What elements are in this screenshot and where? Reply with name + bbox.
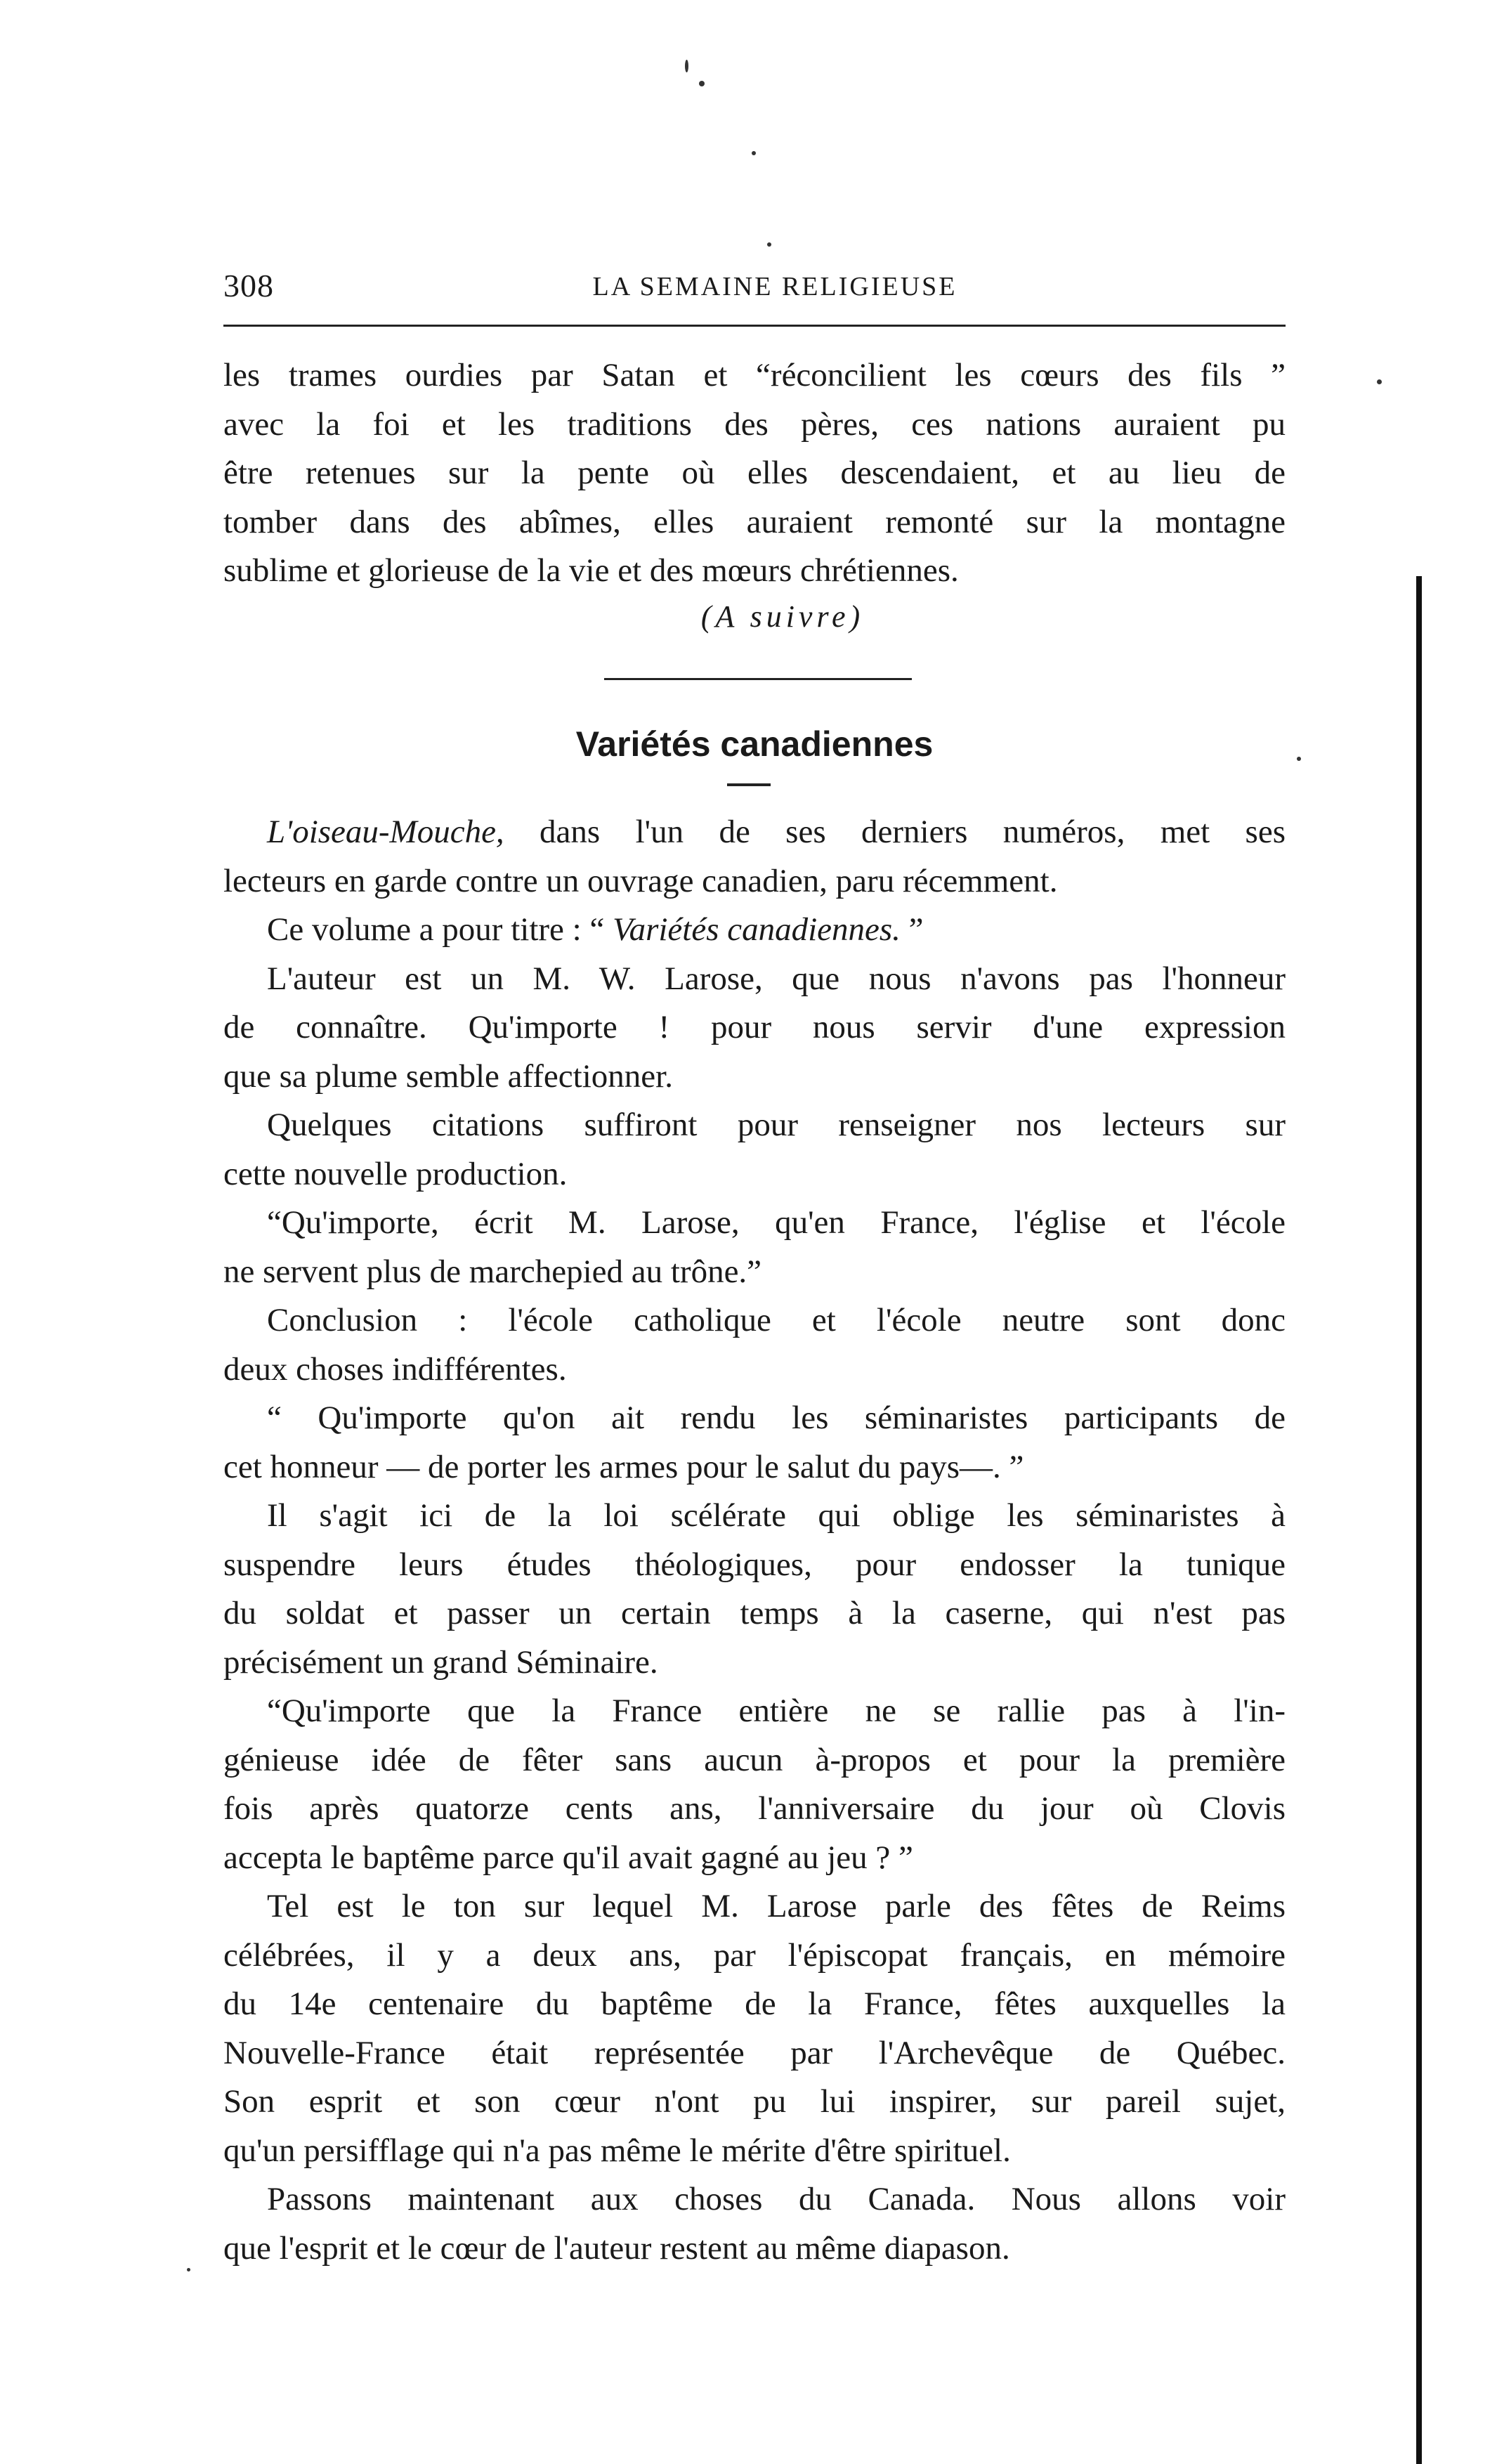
header-rule [223,325,1286,327]
book-title: Variétés canadiennes. [613,911,901,948]
text-line: sublime et glorieuse de la vie et des mœurs chrétiennes. [223,552,959,589]
text-line: que sa plume semble affectionner. [223,1057,673,1095]
text-line: “ Qu'importe qu'on ait rendu les séminaristes participants de [267,1400,1286,1436]
text-line: les trames ourdies par Satan et “réconcilient les cœurs des fils ” [223,357,1286,393]
text-line: célébrées, il y a deux ans, par l'épiscopat français, en mémoire [223,1936,1286,1974]
text-line: Nouvelle-France était représentée par l'Archevêque de Québec. [223,2034,1286,2071]
text-line: Quelques citations suffiront pour renseigner nos lecteurs sur [267,1107,1286,1143]
journal-title: L'oiseau-Mouche, [267,814,504,850]
text-line: Il s'agit ici de la loi scélérate qui oblige les séminaristes à [267,1497,1286,1534]
text-line: deux choses indifférentes. [223,1350,567,1388]
scan-speck [1377,379,1382,384]
scan-margin-bar [1416,576,1422,2464]
text-line [223,808,1286,857]
running-title: LA SEMAINE RELIGIEUSE [592,272,957,301]
text-span: Ce volume a pour titre : “ [267,911,613,948]
text-line: “Qu'importe que la France entière ne se rallie pas à l'in- [267,1693,1286,1729]
text-line: de connaître. Qu'importe ! pour nous servir d'une expression [223,1009,1286,1045]
scan-speck [685,60,688,72]
text-line [223,906,1286,955]
page-number: 308 [223,268,274,304]
text-line: Passons maintenant aux choses du Canada. Nous allons voir [267,2181,1286,2217]
text-line: tomber dans des abîmes, elles auraient remonté sur la montagne [223,503,1286,540]
text-span: ” [900,911,924,948]
text-line: précisément un grand Séminaire. [223,1643,658,1681]
text-line: que l'esprit et le cœur de l'auteur restent au même diapason. [223,2229,1010,2267]
text-line: du soldat et passer un certain temps à la caserne, qui n'est pas [223,1595,1286,1631]
text-line: “Qu'importe, écrit M. Larose, qu'en France, l'église et l'école [267,1204,1286,1241]
text-line: suspendre leurs études théologiques, pour endosser la tunique [223,1546,1286,1583]
scan-speck [187,2268,190,2271]
scan-speck [767,242,771,247]
text-line: Tel est le ton sur lequel M. Larose parle des fêtes de Reims [267,1888,1286,1924]
text-line: cette nouvelle production. [223,1155,568,1192]
continuation-note: (A suivre) [700,599,865,634]
text-span: dans l'un de ses derniers numéros, met ses [504,814,1286,850]
text-line: fois après quatorze cents ans, l'anniversaire du jour où Clovis [223,1790,1286,1827]
section-title: Variétés canadiennes [575,724,934,764]
text-line: cet honneur — de porter les armes pour le salut du pays—. ” [223,1448,1024,1485]
article-body [223,808,1286,2273]
text-line: qu'un persifflage qui n'a pas même le mérite d'être spirituel. [223,2132,1011,2169]
page-header [223,267,1284,309]
scan-speck [752,151,756,155]
text-line: Son esprit et son cœur n'ont pu lui inspirer, sur pareil sujet, [223,2083,1286,2120]
text-line: être retenues sur la pente où elles descendaient, et au lieu de [223,455,1286,491]
text-line: L'auteur est un M. W. Larose, que nous n'avons pas l'honneur [267,960,1286,997]
text-line: Conclusion : l'école catholique et l'école neutre sont donc [267,1302,1286,1338]
text-line: avec la foi et les traditions des pères, ces nations auraient pu [223,405,1286,443]
section-separator [604,678,912,680]
text-line: accepta le baptême parce qu'il avait gagné au jeu ? ” [223,1839,913,1876]
text-line: ne servent plus de marchepied au trône.” [223,1253,762,1290]
text-line: du 14e centenaire du baptême de la France, fêtes auxquelles la [223,1986,1286,2022]
scan-speck [1297,757,1301,761]
text-line: génieuse idée de fêter sans aucun à-propos et pour la première [223,1741,1286,1778]
title-underline [727,783,771,786]
closing-paragraph [223,351,1286,596]
text-line: lecteurs en garde contre un ouvrage canadien, paru récemment. [223,862,1058,899]
scan-speck [699,81,705,86]
